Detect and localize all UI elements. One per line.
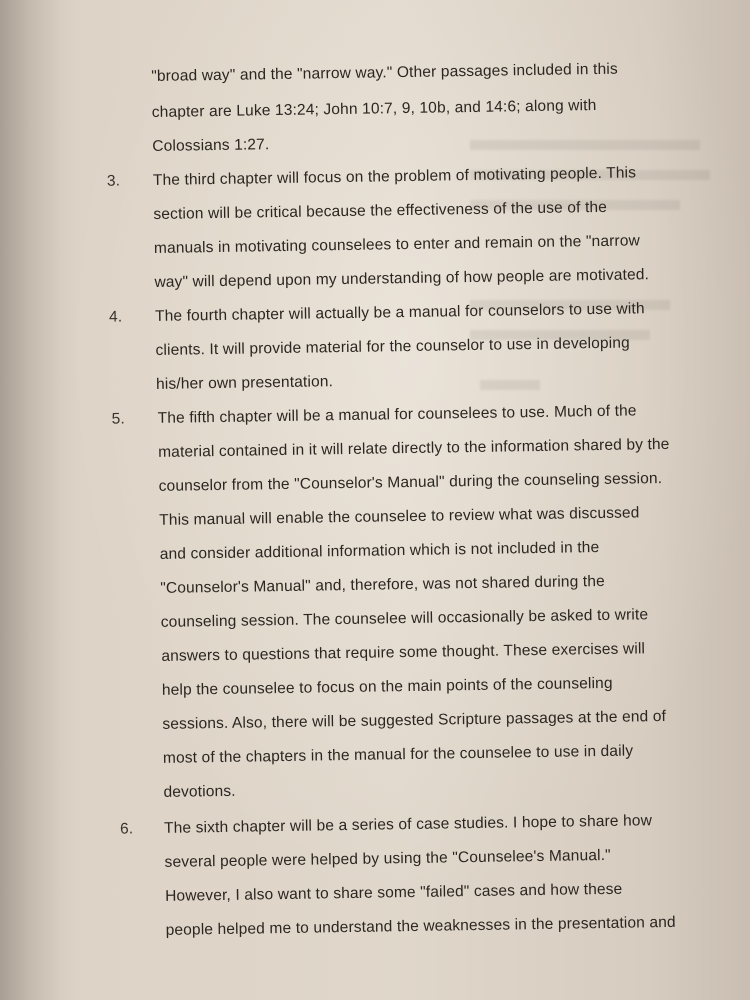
text-line: way" will depend upon my understanding of how people are motivated. [154, 266, 650, 291]
text-line: However, I also want to share some "failed" cases and how these [165, 880, 623, 905]
text-line: counselor from the "Counselor's Manual" during the counseling session. [158, 470, 663, 495]
text-line: clients. It will provide material for the counselor to use in developing [155, 334, 630, 359]
text-line: and consider additional information which is not included in the [159, 539, 600, 563]
text-line: The third chapter will focus on the problem of motivating people. This [152, 164, 637, 189]
text-line: Colossians 1:27. [152, 136, 270, 155]
text-line: several people were helped by using the "Counselee's Manual." [164, 846, 611, 871]
text-line: material contained in it will relate directly to the information shared by the [158, 435, 670, 461]
text-line: The fourth chapter will actually be a manual for counselors to use with [154, 300, 645, 325]
text-line: "Counselor's Manual" and, therefore, was not shared during the [160, 572, 605, 597]
text-line: manuals in motivating counselees to enter and remain on the "narrow [153, 232, 641, 257]
text-line: devotions. [163, 782, 236, 801]
text-line: section will be critical because the effectiveness of the use of the [153, 198, 608, 223]
text-line: "broad way" and the "narrow way." Other passages included in this [151, 60, 618, 85]
text-line: people helped me to understand the weaknesses in the presentation and [165, 913, 676, 939]
item-number: 6. [119, 820, 134, 838]
text-line: This manual will enable the counselee to review what was discussed [159, 504, 640, 529]
item-number: 3. [106, 172, 121, 190]
item-number: 5. [111, 410, 126, 428]
text-line: sessions. Also, there will be suggested Scripture passages at the end of [162, 707, 667, 733]
item-number: 4. [108, 308, 123, 326]
text-line: chapter are Luke 13:24; John 10:7, 9, 10b, and 14:6; along with [151, 96, 597, 121]
text-line: most of the chapters in the manual for the counselee to use in daily [162, 742, 634, 767]
text-line: his/her own presentation. [155, 373, 334, 393]
text-line: counseling session. The counselee will occasionally be asked to write [160, 606, 649, 631]
text-line: The sixth chapter will be a series of case studies. I hope to share how [163, 812, 653, 837]
text-line: The fifth chapter will be a manual for counselees to use. Much of the [157, 402, 637, 427]
text-line: help the counselee to focus on the main points of the counseling [161, 674, 613, 699]
text-line: answers to questions that require some thought. These exercises will [161, 640, 646, 665]
